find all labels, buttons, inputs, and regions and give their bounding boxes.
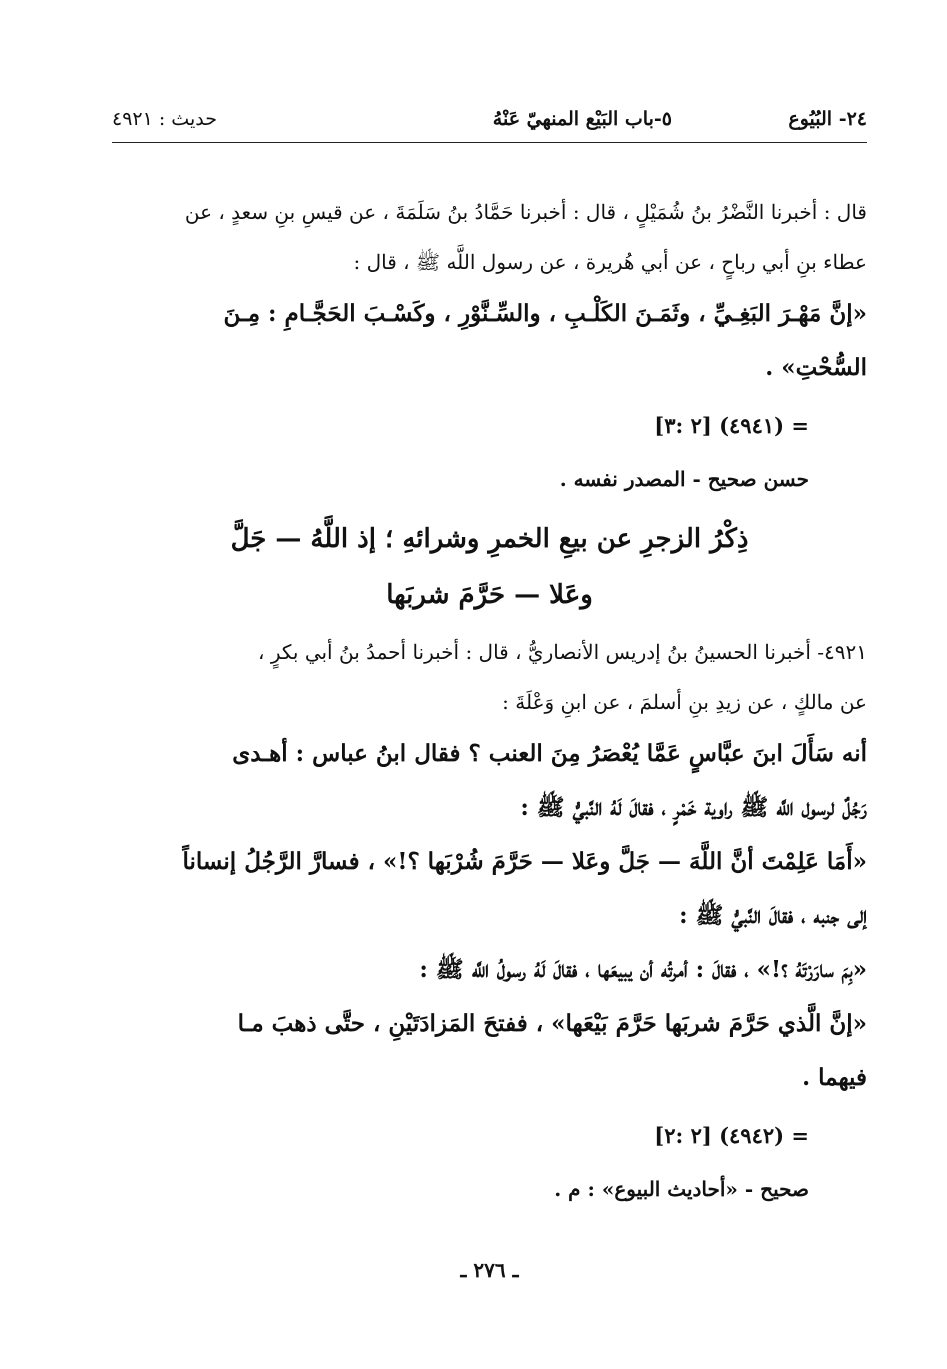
section-title	[112, 511, 867, 623]
cross-reference-1: = (٤٩٤١) [٢ :٣]	[654, 413, 809, 438]
header-hadith-ref: حديث : ٤٩٢١	[112, 108, 217, 130]
running-header	[112, 98, 867, 143]
matn-line-1: «إنَّ مَهْـرَ البَغِـيِّ ، وثَمَـنَ الكَلْـبِ ، والسِّـنَّوْرِ ، وكَسْـبَ الحَجَّـامِ : مِـنَ	[223, 300, 867, 327]
header-book-title: ٢٤- البُيُوع	[788, 108, 867, 130]
isnad-line-1: قال : أخبرنا النَّضْرُ بنُ شُمَيْلٍ ، قال : أخبرنا حَمَّادُ بنُ سَلَمَةَ ، عن قيسِ بنِ سعدٍ ، عن	[184, 200, 867, 224]
hadith-matn-line-2: رَجُلٌ لرسول اللَّه ﷺ راوية خَمْرٍ ، فقالَ لَهُ النَّبيُّ ﷺ :	[520, 794, 867, 821]
hadith-matn-line-5: «بِمَ سارَرْتَهُ ؟!» ، فقالَ : أمرتُه أن يبيعَها ، فقالَ لَهُ رسولُ اللَّه ﷺ :	[419, 956, 867, 983]
hadith-matn-line-4: إلى جنبه ، فقالَ النَّبيُّ ﷺ :	[679, 902, 867, 929]
header-chapter-title: ٥-باب البَيْع المنهيّ عَنْهُ	[492, 108, 672, 130]
section-title-line-1: ذِكْرُ الزجرِ عن بيعِ الخمرِ وشرائهِ ؛ إذ اللَّهُ — جَلَّ	[230, 524, 749, 554]
page-number: ـ ٢٧٦ ـ	[460, 1258, 519, 1282]
matn-line-2: السُّحْتِ» .	[765, 354, 867, 381]
hadith-matn-line-6: «إنَّ الَّذي حَرَّمَ شربَها حَرَّمَ بَيْعَها» ، ففتحَ المَزادَتَيْنِ ، حتَّى ذهبَ مـا	[237, 1010, 867, 1037]
section-title-line-2: وعَلا — حَرَّمَ شربَها	[386, 580, 593, 610]
cross-reference-2: = (٤٩٤٢) [٢ :٢]	[654, 1123, 809, 1148]
hadith-matn-line-3: «أَمَا عَلِمْتَ أنَّ اللَّهَ — جَلَّ وعَلا — حَرَّمَ شُرْبَها ؟!» ، فسارَّ الرَّجُلُ إنساناً	[182, 848, 867, 875]
hadith-isnad-line-2: عن مالكٍ ، عن زيدِ بنِ أسلمَ ، عن ابنِ وَعْلَةَ :	[502, 690, 867, 714]
grading-2: صحيح - «أحاديث البيوع» : م .	[554, 1177, 809, 1201]
page	[112, 98, 867, 1318]
hadith-matn-line-7: فيهما .	[802, 1064, 867, 1091]
hadith-matn-line-1: أنه سَأَلَ ابنَ عبَّاسٍ عَمَّا يُعْصَرُ مِنَ العنب ؟ فقال ابنُ عباس : أهـدى	[232, 740, 867, 767]
isnad-line-2: عطاء بنِ أبي رباحٍ ، عن أبي هُريرة ، عن رسول اللَّه ﷺ ، قال :	[353, 250, 867, 274]
grading-1: حسن صحيح - المصدر نفسه .	[559, 467, 809, 491]
hadith-isnad-line-1: ٤٩٢١- أخبرنا الحسينُ بنُ إدريس الأنصاريُّ ، قال : أخبرنا أحمدُ بنُ أبي بكرٍ ،	[258, 640, 867, 664]
